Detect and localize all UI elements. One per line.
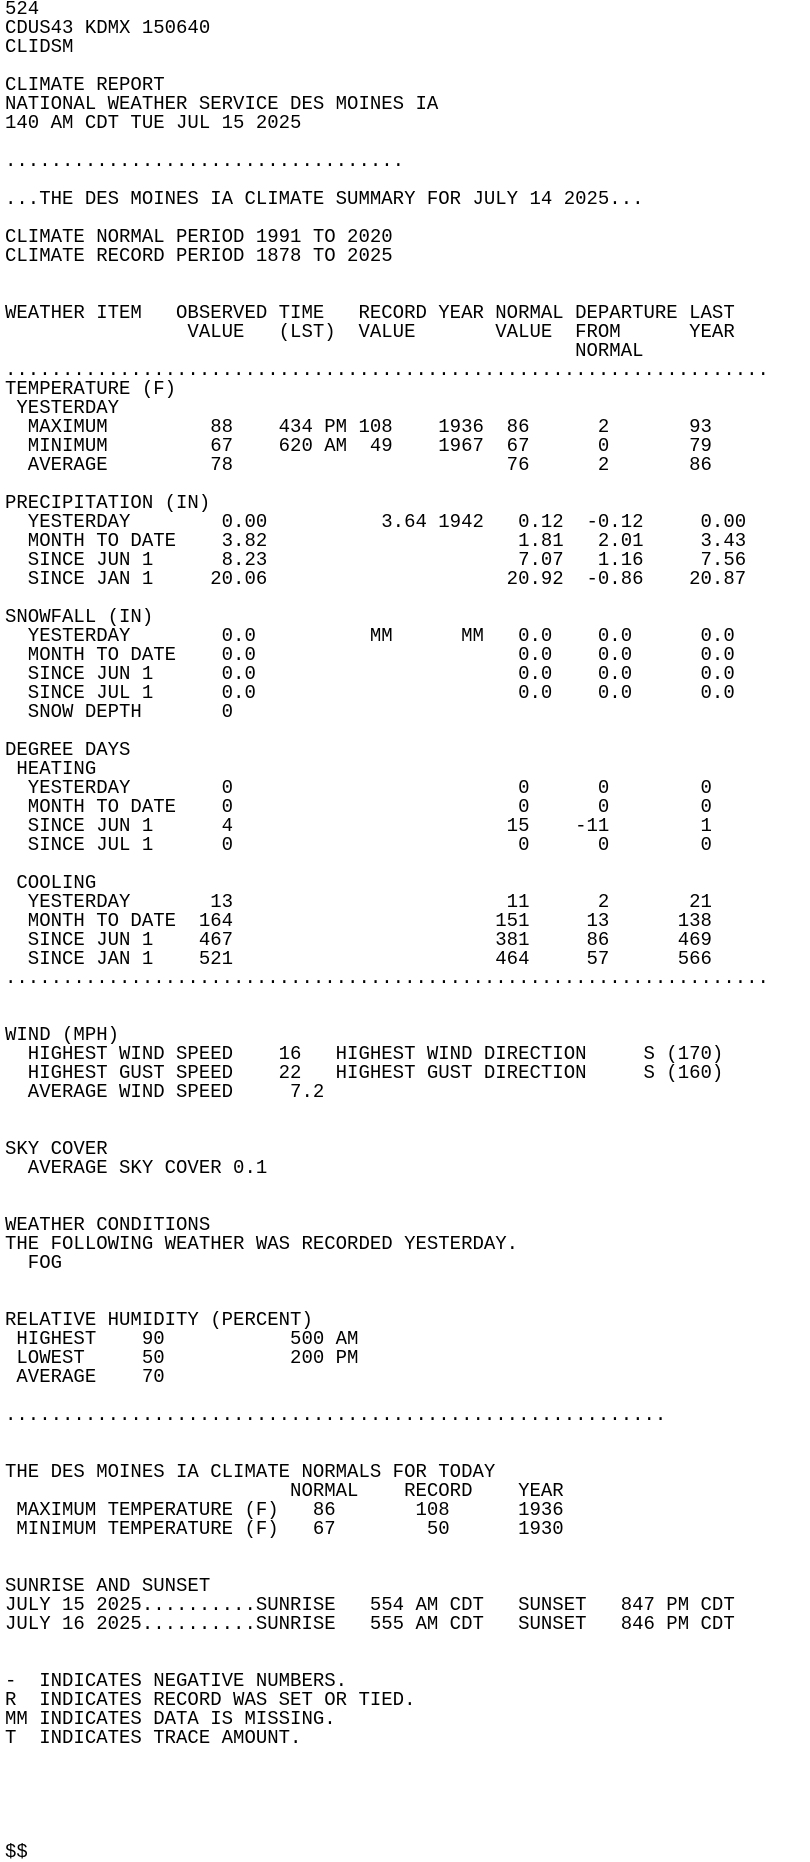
report-line: YESTERDAY 13 11 2 21 (5, 891, 712, 913)
report-line: R INDICATES RECORD WAS SET OR TIED. (5, 1689, 416, 1711)
report-line (5, 1767, 810, 1786)
report-line: NORMAL RECORD YEAR (5, 1480, 564, 1502)
report-line: DEGREE DAYS (5, 739, 131, 761)
report-line: CLIMATE REPORT (5, 74, 165, 96)
report-line: WEATHER ITEM OBSERVED TIME RECORD YEAR NORMAL DEPARTURE LAST (5, 302, 735, 324)
report-line: WEATHER CONDITIONS (5, 1214, 211, 1236)
report-line (5, 1102, 810, 1121)
report-line (5, 1425, 810, 1444)
report-line: MM INDICATES DATA IS MISSING. (5, 1708, 336, 1730)
report-line: SINCE JUL 1 0.0 0.0 0.0 0.0 (5, 682, 735, 704)
report-line: SNOW DEPTH 0 (5, 701, 234, 723)
report-line (5, 1121, 810, 1140)
report-line: SINCE JUL 1 0 0 0 0 (5, 834, 712, 856)
report-line (5, 1824, 810, 1843)
report-line: CLIMATE RECORD PERIOD 1878 TO 2025 (5, 245, 393, 267)
report-line (5, 1539, 810, 1558)
report-line: T INDICATES TRACE AMOUNT. (5, 1727, 302, 1749)
report-line: MONTH TO DATE 0.0 0.0 0.0 0.0 (5, 644, 735, 666)
report-line (5, 988, 810, 1007)
report-line: TEMPERATURE (F) (5, 378, 177, 400)
report-line: AVERAGE 78 76 2 86 (5, 454, 712, 476)
report-line: HEATING (5, 758, 97, 780)
report-line: LOWEST 50 200 PM (5, 1347, 359, 1369)
report-line: MINIMUM 67 620 AM 49 1967 67 0 79 (5, 435, 712, 457)
report-line (5, 1786, 810, 1805)
report-line: PRECIPITATION (IN) (5, 492, 211, 514)
report-line: NATIONAL WEATHER SERVICE DES MOINES IA (5, 93, 439, 115)
report-line: ................................................................... (5, 967, 769, 989)
report-line: SKY COVER (5, 1138, 108, 1160)
report-line: COOLING (5, 872, 97, 894)
report-line: YESTERDAY 0 0 0 0 (5, 777, 712, 799)
report-line (5, 855, 810, 874)
report-line: HIGHEST 90 500 AM (5, 1328, 359, 1350)
report-line (5, 1634, 810, 1653)
report-line: MAXIMUM 88 434 PM 108 1936 86 2 93 (5, 416, 712, 438)
report-line: THE DES MOINES IA CLIMATE NORMALS FOR TODAY (5, 1461, 496, 1483)
report-line: VALUE (LST) VALUE VALUE FROM YEAR (5, 321, 735, 343)
report-line (5, 1178, 810, 1197)
report-line: SINCE JUN 1 467 381 86 469 (5, 929, 712, 951)
report-line: THE FOLLOWING WEATHER WAS RECORDED YESTERDAY. (5, 1233, 519, 1255)
report-line: WIND (MPH) (5, 1024, 120, 1046)
report-line: MINIMUM TEMPERATURE (F) 67 50 1930 (5, 1518, 564, 1540)
report-line: SINCE JUN 1 0.0 0.0 0.0 0.0 (5, 663, 735, 685)
report-line (5, 1007, 810, 1026)
report-line (5, 266, 810, 285)
report-line: 140 AM CDT TUE JUL 15 2025 (5, 112, 302, 134)
report-line: HIGHEST GUST SPEED 22 HIGHEST GUST DIRECTION S (160) (5, 1062, 724, 1084)
report-line: JULY 15 2025..........SUNRISE 554 AM CDT SUNSET 847 PM CDT (5, 1594, 735, 1616)
report-line: CDUS43 KDMX 150640 (5, 17, 211, 39)
report-line: MONTH TO DATE 3.82 1.81 2.01 3.43 (5, 530, 747, 552)
report-line: SINCE JAN 1 521 464 57 566 (5, 948, 712, 970)
report-line: CLIDSM (5, 36, 74, 58)
report-line: AVERAGE 70 (5, 1366, 165, 1388)
report-line: YESTERDAY 0.0 MM MM 0.0 0.0 0.0 (5, 625, 735, 647)
report-line: SINCE JUN 1 4 15 -11 1 (5, 815, 712, 837)
report-line: ...THE DES MOINES IA CLIMATE SUMMARY FOR JULY 14 2025... (5, 188, 644, 210)
report-line: RELATIVE HUMIDITY (PERCENT) (5, 1309, 313, 1331)
report-line: MONTH TO DATE 0 0 0 0 (5, 796, 712, 818)
report-line: ................................................................... (5, 359, 769, 381)
report-line: JULY 16 2025..........SUNRISE 555 AM CDT SUNSET 846 PM CDT (5, 1613, 735, 1635)
report-line: 524 (5, 0, 40, 20)
report-line: MAXIMUM TEMPERATURE (F) 86 108 1936 (5, 1499, 564, 1521)
report-line: FOG (5, 1252, 63, 1274)
report-line: SUNRISE AND SUNSET (5, 1575, 211, 1597)
report-line: HIGHEST WIND SPEED 16 HIGHEST WIND DIRECTION S (170) (5, 1043, 724, 1065)
report-line: - INDICATES NEGATIVE NUMBERS. (5, 1670, 348, 1692)
report-line: SINCE JAN 1 20.06 20.92 -0.86 20.87 (5, 568, 747, 590)
report-line: MONTH TO DATE 164 151 13 138 (5, 910, 712, 932)
report-line: .......................................................... (5, 1404, 667, 1426)
report-line (5, 1273, 810, 1292)
report-line: AVERAGE WIND SPEED 7.2 (5, 1081, 325, 1103)
report-line: CLIMATE NORMAL PERIOD 1991 TO 2020 (5, 226, 393, 248)
report-line: YESTERDAY 0.00 3.64 1942 0.12 -0.12 0.00 (5, 511, 747, 533)
report-line (5, 1748, 810, 1767)
report-line: YESTERDAY (5, 397, 120, 419)
report-line (5, 1805, 810, 1824)
report-line: $$ (5, 1841, 28, 1862)
report-line: SINCE JUN 1 8.23 7.07 1.16 7.56 (5, 549, 747, 571)
report-line: ................................... (5, 150, 405, 172)
report-line: AVERAGE SKY COVER 0.1 (5, 1157, 268, 1179)
report-line: SNOWFALL (IN) (5, 606, 154, 628)
report-line: NORMAL (5, 340, 644, 362)
